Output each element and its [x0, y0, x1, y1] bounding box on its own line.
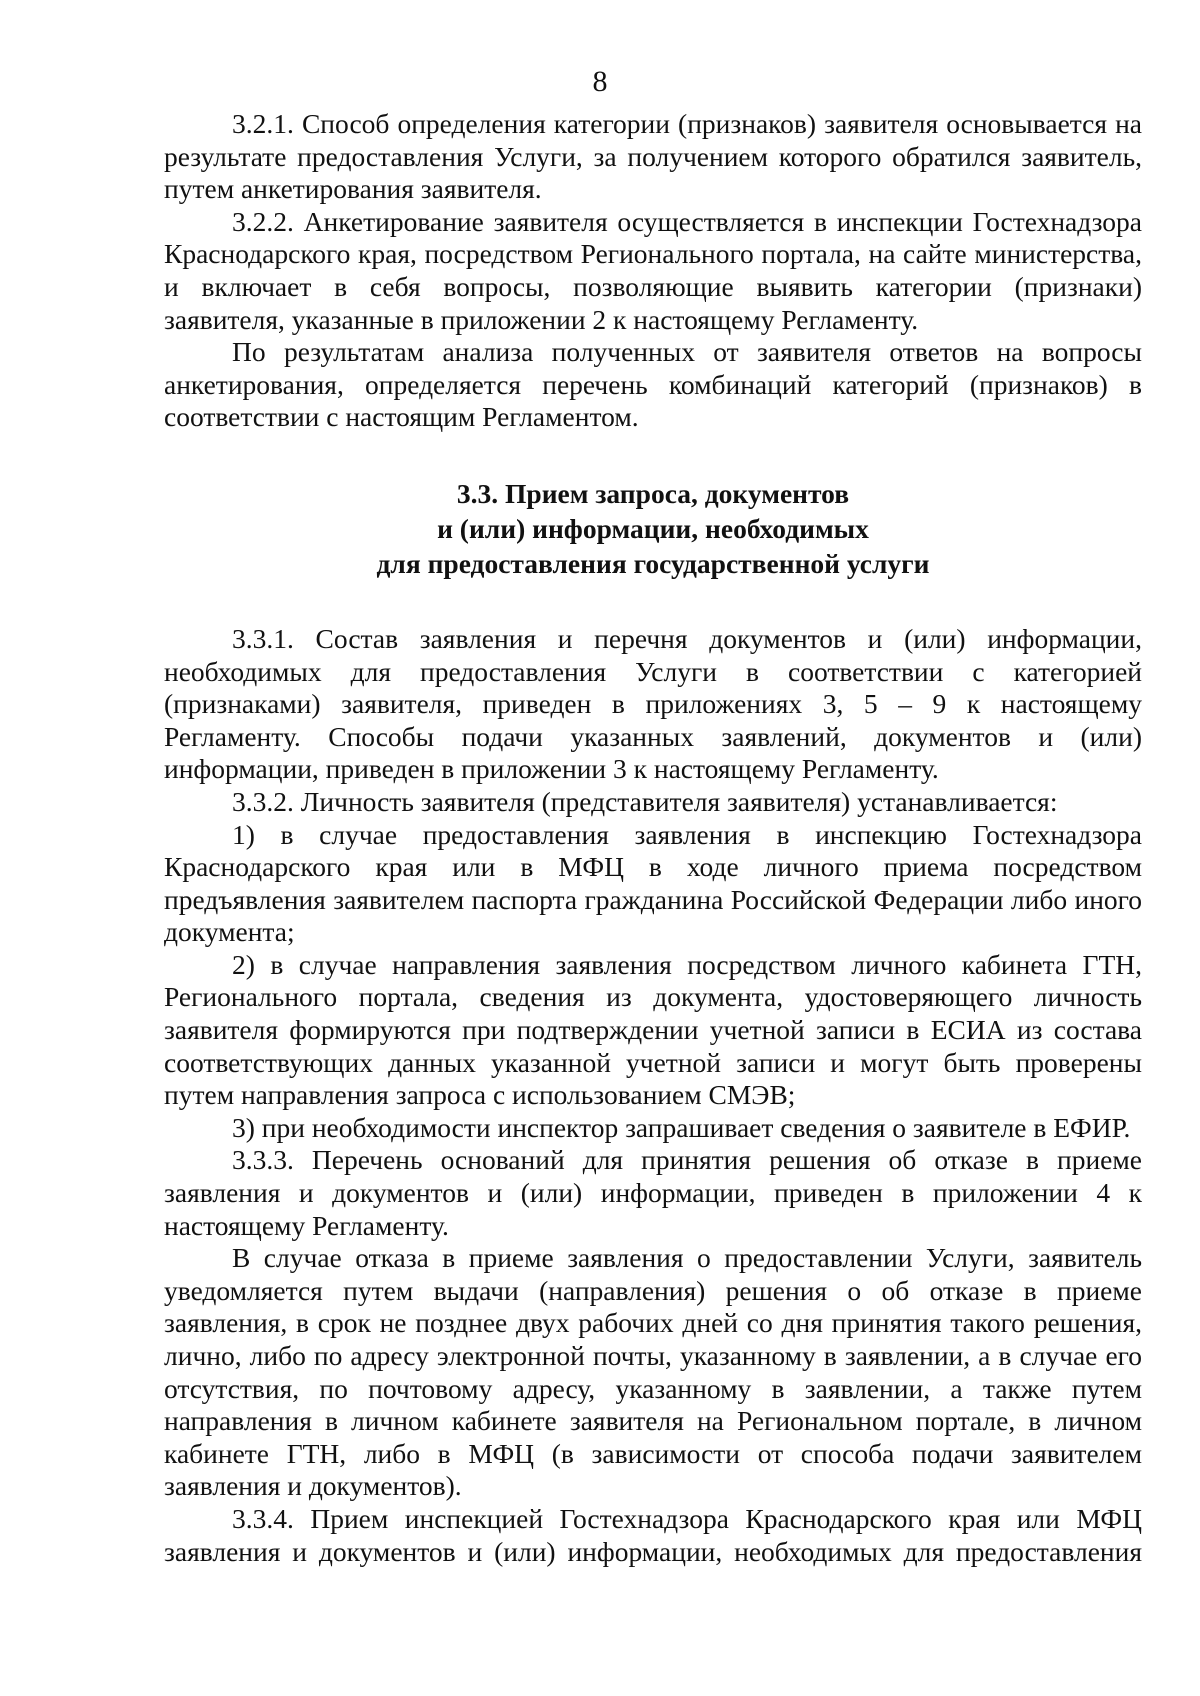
- heading-line: 3.3. Прием запроса, документов: [456, 477, 850, 509]
- page-number: 8: [592, 65, 608, 98]
- list-item-1: 1) в случае предоставления заявления в инспекцию Гостехнадзора Краснодарского края или в МФЦ в ходе личного приема посредством предъявления заявителем паспорта гражданина Российской Федерации либо иного документа;: [164, 818, 1142, 948]
- paragraph-3-3-2: 3.3.2. Личность заявителя (представителя заявителя) устанавливается:: [232, 785, 1058, 817]
- paragraph-3-2-1: 3.2.1. Способ определения категории (признаков) заявителя основывается на результате предоставления Услуги, за получением которого обратился заявитель, путем анкетирования заявителя.: [164, 108, 1142, 205]
- list-item-2: 2) в случае направления заявления посредством личного кабинета ГТН, Регионального портала, сведения из документа, удостоверяющего личность заявителя формируются при подтверждении учетной записи в ЕСИА из состава соответствующих данных указанной учетной записи и могут быть проверены путем направления запроса с использованием СМЭВ;: [164, 948, 1142, 1111]
- section-heading-3-3: [164, 476, 1142, 581]
- paragraph-3-3-3: 3.3.3. Перечень оснований для принятия решения об отказе в приеме заявления и документов и (или) информации, приведен в приложении 4 к настоящему Регламенту.: [164, 1144, 1142, 1241]
- paragraph-refusal-notice: В случае отказа в приеме заявления о предоставлении Услуги, заявитель уведомляется путем выдачи (направления) решения о об отказе в приеме заявления, в срок не позднее двух рабочих дней со дня принятия такого решения, лично, либо по адресу электронной почты, указанному в заявлении, а в случае его отсутствия, по почтовому адресу, указанному в заявлении, а также путем направления в личном кабинете заявителя на Региональном портале, в личном кабинете ГТН, либо в МФЦ (в зависимости от способа подачи заявителем заявления и документов).: [164, 1242, 1142, 1502]
- document-body: [164, 108, 1142, 1568]
- paragraph-3-3-4: 3.3.4. Прием инспекцией Гостехнадзора Краснодарского края или МФЦ заявления и документов и (или) информации, необходимых для предоставления: [164, 1502, 1142, 1567]
- paragraph-3-3-1: 3.3.1. Состав заявления и перечня документов и (или) информации, необходимых для предоставления Услуги в соответствии с категорией (признаками) заявителя, приведен в приложениях 3, 5 – 9 к настоящему Регламенту. Способы подачи указанных заявлений, документов и (или) информации, приведен в приложении 3 к настоящему Регламенту.: [164, 622, 1142, 785]
- paragraph-analysis-results: По результатам анализа полученных от заявителя ответов на вопросы анкетирования, определяется перечень комбинаций категорий (признаков) в соответствии с настоящим Регламентом.: [164, 336, 1142, 433]
- heading-line: и (или) информации, необходимых: [437, 512, 869, 544]
- paragraph-3-2-2: 3.2.2. Анкетирование заявителя осуществляется в инспекции Гостехнадзора Краснодарского края, посредством Регионального портала, на сайте министерства, и включает в себя вопросы, позволяющие выявить категории (признаки) заявителя, указанные в приложении 2 к настоящему Регламенту.: [164, 205, 1142, 335]
- list-item-3: 3) при необходимости инспектор запрашивает сведения о заявителе в ЕФИР.: [232, 1111, 1131, 1143]
- heading-line: для предоставления государственной услуги: [376, 547, 930, 579]
